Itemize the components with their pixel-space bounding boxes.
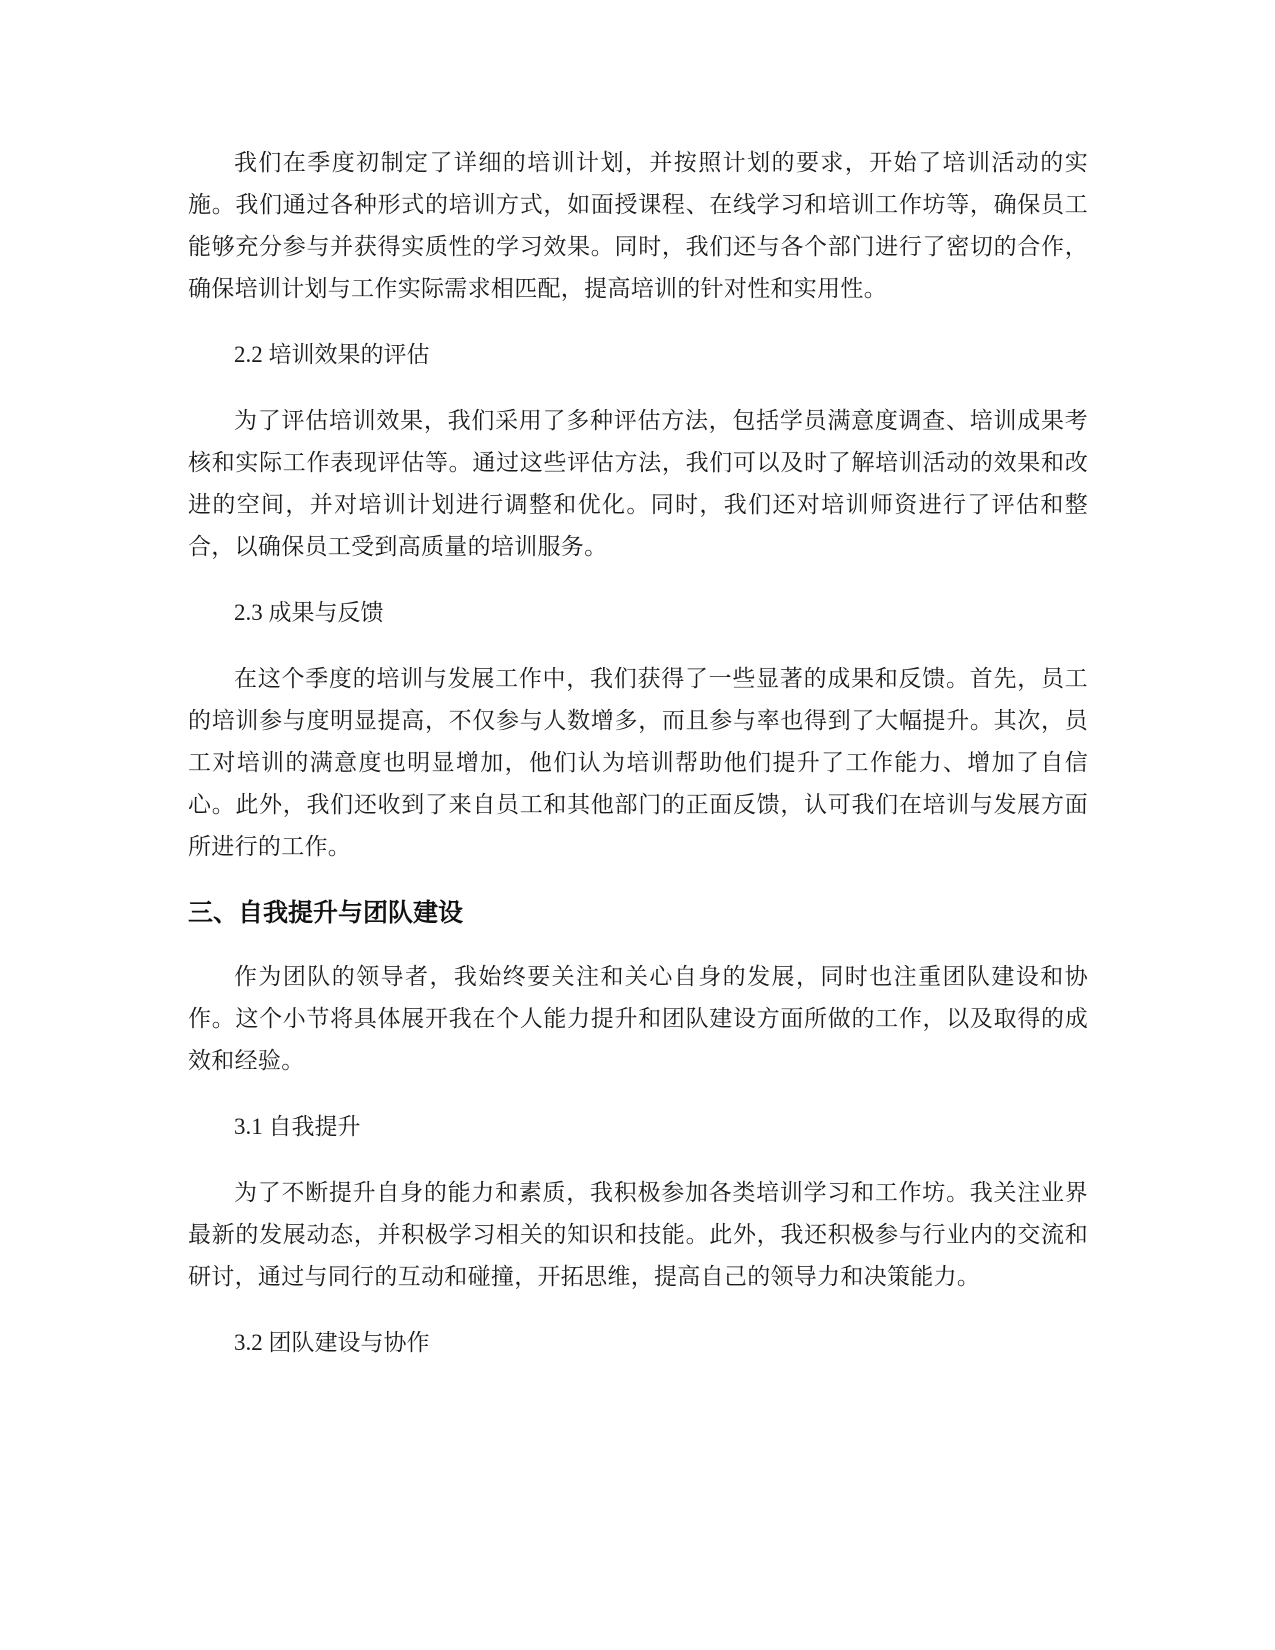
paragraph-training-evaluation: 为了评估培训效果，我们采用了多种评估方法，包括学员满意度调查、培训成果考核和实际工作表现评估等。通过这些评估方法，我们可以及时了解培训活动的效果和改进的空间，并对培训计划进行调整和优化。同时，我们还对培训师资进行了评估和整合，以确保员工受到高质量的培训服务。 (188, 408, 1088, 559)
paragraph-training-implementation: 我们在季度初制定了详细的培训计划，并按照计划的要求，开始了培训活动的实施。我们通过各种形式的培训方式，如面授课程、在线学习和培训工作坊等，确保员工能够充分参与并获得实质性的学习效果。同时，我们还与各个部门进行了密切的合作，确保培训计划与工作实际需求相匹配，提高培训的针对性和实用性。 (188, 150, 1088, 301)
paragraph-results-feedback: 在这个季度的培训与发展工作中，我们获得了一些显著的成果和反馈。首先，员工的培训参与度明显提高，不仅参与人数增多，而且参与率也得到了大幅提升。其次，员工对培训的满意度也明显增加，他们认为培训帮助他们提升了工作能力、增加了自信心。此外，我们还收到了来自员工和其他部门的正面反馈，认可我们在培训与发展方面所进行的工作。 (188, 666, 1088, 859)
paragraph-section-3-intro: 作为团队的领导者，我始终要关注和关心自身的发展，同时也注重团队建设和协作。这个小节将具体展开我在个人能力提升和团队建设方面所做的工作，以及取得的成效和经验。 (188, 964, 1088, 1073)
section-title-3: 三、自我提升与团队建设 (188, 899, 464, 927)
subheading-2-2: 2.2 培训效果的评估 (234, 342, 430, 367)
document-body (188, 142, 1088, 1388)
subheading-3-1: 3.1 自我提升 (234, 1114, 361, 1139)
subheading-3-2: 3.2 团队建设与协作 (234, 1330, 430, 1355)
paragraph-self-improvement: 为了不断提升自身的能力和素质，我积极参加各类培训学习和工作坊。我关注业界最新的发展动态，并积极学习相关的知识和技能。此外，我还积极参与行业内的交流和研讨，通过与同行的互动和碰撞，开拓思维，提高自己的领导力和决策能力。 (188, 1180, 1088, 1289)
subheading-2-3: 2.3 成果与反馈 (234, 600, 384, 625)
